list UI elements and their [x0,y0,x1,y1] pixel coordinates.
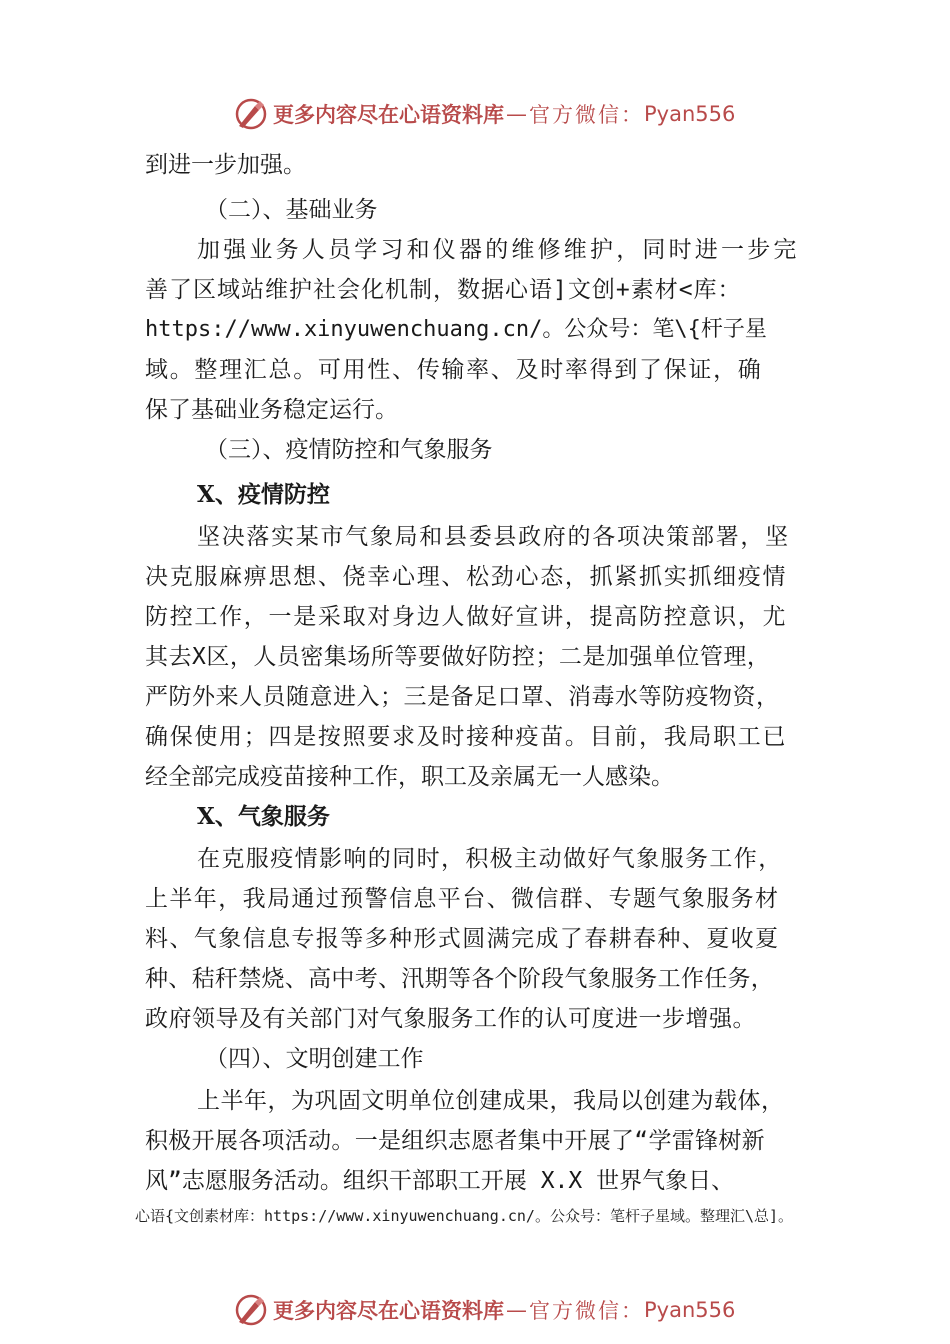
text-line: 到进一步加强。 [145,152,306,178]
banner-wechat-label: 官方微信： [529,103,644,127]
text-line: 风”志愿服务活动。组织干部职工开展 X.X 世界气象日、 [145,1168,735,1194]
section-heading: （三）、疫情防控和气象服务 [205,437,493,463]
text-line: 保了基础业务稳定运行。 [145,397,398,423]
text-line: 上半年，我局通过预警信息平台、微信群、专题气象服务材 [145,886,780,912]
text-line: 善了区域站维护社会化机制，数据心语]文创+素材<库： [145,277,742,303]
text-line: 加强业务人员学习和仪器的维修维护，同时进一步完 [197,237,800,263]
banner-wechat-id: Pyan556 [644,102,736,126]
text-line: 上半年，为巩固文明单位创建成果，我局以创建为载体， [197,1088,785,1114]
text-line: 严防外来人员随意进入；三是备足口罩、消毒水等防疫物资， [145,684,780,710]
banner-wechat-label: 官方微信： [529,1299,644,1323]
text-line: 其去X区，人员密集场所等要做好防控；二是加强单位管理， [145,644,771,670]
banner-dash: — [506,102,527,126]
header-banner [0,94,950,134]
text-line: 政府领导及有关部门对气象服务工作的认可度进一步增强。 [145,1006,756,1032]
footer-banner [0,1290,950,1330]
pen-logo-icon [233,1292,269,1328]
footer-source-note: 心语{文创素材库：https://www.xinyuwenchuang.cn/。公众号：笔杆子星域。整理汇\总]。 [135,1207,794,1225]
text-line: 在克服疫情影响的同时，积极主动做好气象服务工作， [197,846,783,872]
text-line: 域。整理汇总。可用性、传输率、及时率得到了保证，确 [145,357,763,383]
banner-wechat-id: Pyan556 [644,1298,736,1322]
subsection-heading: X、气象服务 [197,803,330,830]
text-line: 决克服麻痹思想、侥幸心理、松劲心态，抓紧抓实抓细疫情 [145,564,788,590]
text-line: 经全部完成疫苗接种工作，职工及亲属无一人感染。 [145,764,674,790]
section-heading: （四）、文明创建工作 [205,1046,424,1072]
pen-logo-icon [233,96,269,132]
text-line: 种、秸秆禁烧、高中考、汛期等各个阶段气象服务工作任务， [145,966,775,992]
text-line: 坚决落实某市气象局和县委县政府的各项决策部署，坚 [197,524,790,550]
text-line: 防控工作，一是采取对身边人做好宣讲，提高防控意识，尤 [145,604,788,630]
subsection-heading: X、疫情防控 [197,481,330,508]
banner-title: 更多内容尽在心语资料库 [273,102,504,127]
banner-title: 更多内容尽在心语资料库 [273,1298,504,1323]
section-heading: （二）、基础业务 [205,197,378,223]
text-line: 积极开展各项活动。一是组织志愿者集中开展了“学雷锋树新 [145,1128,765,1154]
text-line: 确保使用；四是按照要求及时接种疫苗。目前，我局职工已 [145,724,788,750]
text-line: 料、气象信息专报等多种形式圆满完成了春耕春种、夏收夏 [145,926,780,952]
text-line: https://www.xinyuwenchuang.cn/。公众号：笔\{杆子星 [145,317,767,342]
banner-dash: — [506,1298,527,1322]
